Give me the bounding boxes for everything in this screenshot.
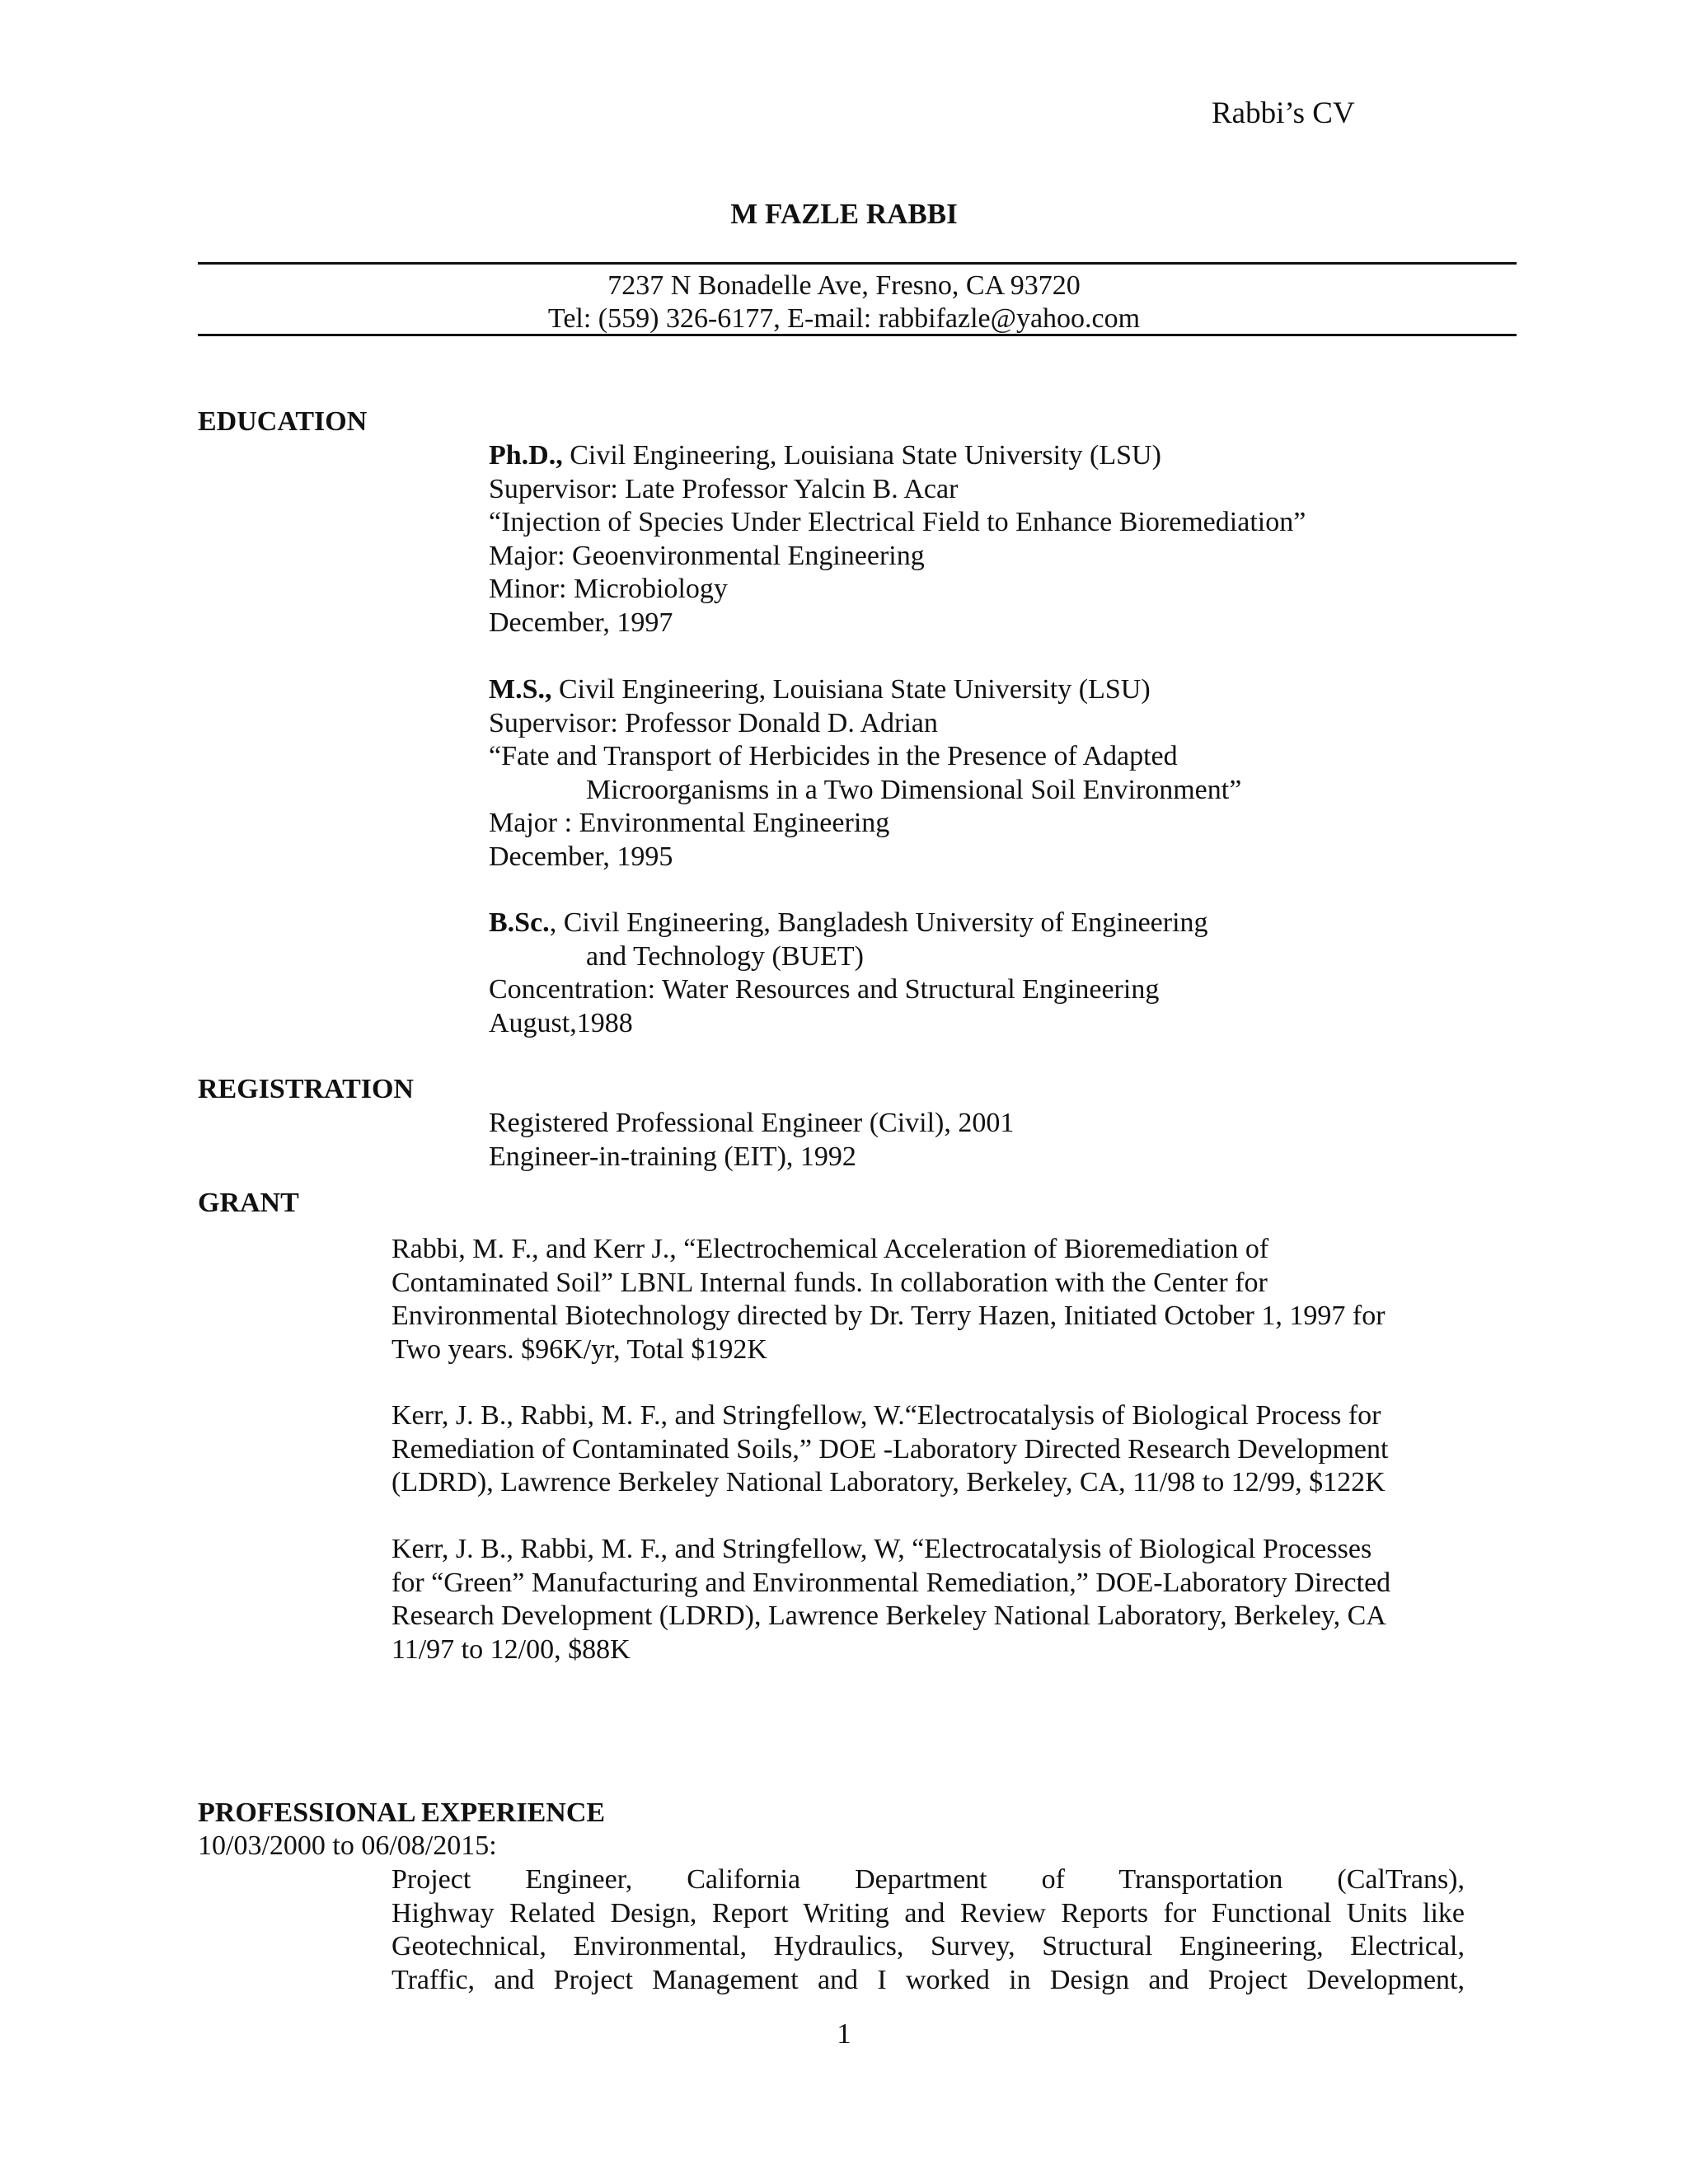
registration-list: [489, 1107, 1014, 1174]
experience-heading: PROFESSIONAL EXPERIENCE: [198, 1797, 606, 1828]
bsc-date: August,1988: [489, 1007, 633, 1038]
education-phd: [489, 439, 1306, 640]
bsc-program-1: , Civil Engineering, Bangladesh University of Engineering: [549, 907, 1208, 938]
ms-degree: M.S.,: [489, 674, 552, 705]
ms-thesis-2: Microorganisms in a Two Dimensional Soil Environment”: [586, 774, 1242, 805]
grant-3-line: for “Green” Manufacturing and Environmental Remediation,” DOE-Laboratory Directed: [392, 1567, 1391, 1598]
phd-supervisor: Supervisor: Late Professor Yalcin B. Acar: [489, 473, 959, 504]
ms-program: Civil Engineering, Louisiana State University (LSU): [551, 674, 1151, 705]
education-ms: [489, 673, 1241, 874]
grant-1: [392, 1233, 1465, 1366]
ms-date: December, 1995: [489, 841, 673, 872]
bsc-concentration: Concentration: Water Resources and Structural Engineering: [489, 974, 1160, 1005]
grant-2: [392, 1399, 1465, 1500]
bsc-degree: B.Sc.: [489, 907, 550, 938]
grant-2-line: Kerr, J. B., Rabbi, M. F., and Stringfellow, W.“Electrocatalysis of Biological Process for: [392, 1400, 1381, 1431]
grant-3-line: Kerr, J. B., Rabbi, M. F., and Stringfellow, W, “Electrocatalysis of Biological Processes: [392, 1534, 1372, 1564]
grant-3: [392, 1533, 1465, 1666]
phd-thesis: “Injection of Species Under Electrical Field to Enhance Bioremediation”: [489, 507, 1306, 537]
experience-line: Traffic, and Project Management and I worked in Design and Project Development,: [392, 1964, 1465, 1995]
phd-date: December, 1997: [489, 607, 673, 638]
bsc-degree-line: [489, 907, 1208, 940]
phd-degree-line: [489, 439, 1306, 473]
phd-degree: Ph.D.,: [489, 440, 563, 471]
bottom-rule: [198, 334, 1517, 336]
experience-description: [392, 1863, 1465, 1997]
running-header: Rabbi’s CV: [1212, 96, 1355, 130]
contact-block: [0, 269, 1688, 335]
grant-1-line: Rabbi, M. F., and Kerr J., “Electrochemical Acceleration of Bioremediation of: [392, 1234, 1269, 1264]
page-number: 1: [837, 2018, 851, 2050]
ms-thesis-1: “Fate and Transport of Herbicides in the Presence of Adapted: [489, 741, 1178, 771]
ms-major: Major : Environmental Engineering: [489, 808, 890, 838]
registration-item: Registered Professional Engineer (Civil), 2001: [489, 1108, 1015, 1138]
cv-name: M FAZLE RABBI: [730, 198, 958, 230]
education-heading: EDUCATION: [198, 406, 368, 437]
grant-3-line: 11/97 to 12/00, $88K: [392, 1633, 631, 1665]
grant-2-line: Remediation of Contaminated Soils,” DOE -Laboratory Directed Research Development: [392, 1433, 1389, 1465]
ms-degree-line: [489, 673, 1241, 707]
grant-heading: GRANT: [198, 1188, 299, 1218]
grant-1-line: Two years. $96K/yr, Total $192K: [392, 1333, 767, 1365]
address: 7237 N Bonadelle Ave, Fresno, CA 93720: [607, 270, 1081, 301]
bsc-program-2: and Technology (BUET): [586, 940, 864, 972]
phd-program: Civil Engineering, Louisiana State University (LSU): [562, 440, 1161, 471]
registration-item: Engineer-in-training (EIT), 1992: [489, 1141, 856, 1172]
grant-1-line: Contaminated Soil” LBNL Internal funds. In collaboration with the Center for: [392, 1267, 1268, 1298]
phone-email: Tel: (559) 326-6177, E-mail: rabbifazle@yahoo.com: [547, 303, 1141, 334]
phd-major: Major: Geoenvironmental Engineering: [489, 540, 925, 571]
grant-3-line: Research Development (LDRD), Lawrence Berkeley National Laboratory, Berkeley, CA: [392, 1601, 1386, 1631]
grant-2-line: (LDRD), Lawrence Berkeley National Laboratory, Berkeley, CA, 11/98 to 12/99, $122K: [392, 1467, 1386, 1497]
phd-minor: Minor: Microbiology: [489, 574, 728, 604]
experience-line: Geotechnical, Environmental, Hydraulics, Survey, Structural Engineering, Electrical,: [392, 1931, 1465, 1961]
ms-supervisor: Supervisor: Professor Donald D. Adrian: [489, 707, 938, 738]
top-rule: [198, 262, 1517, 265]
experience-line: Project Engineer, California Department of Transportation (CalTrans),: [392, 1864, 1465, 1895]
registration-heading: REGISTRATION: [198, 1074, 414, 1104]
education-bsc: [489, 907, 1208, 1040]
grant-1-line: Environmental Biotechnology directed by Dr. Terry Hazen, Initiated October 1, 1997 for: [392, 1301, 1386, 1331]
experience-line: Highway Related Design, Report Writing and Review Reports for Functional Units like: [392, 1897, 1465, 1929]
experience-date-range: 10/03/2000 to 06/08/2015:: [198, 1830, 497, 1861]
